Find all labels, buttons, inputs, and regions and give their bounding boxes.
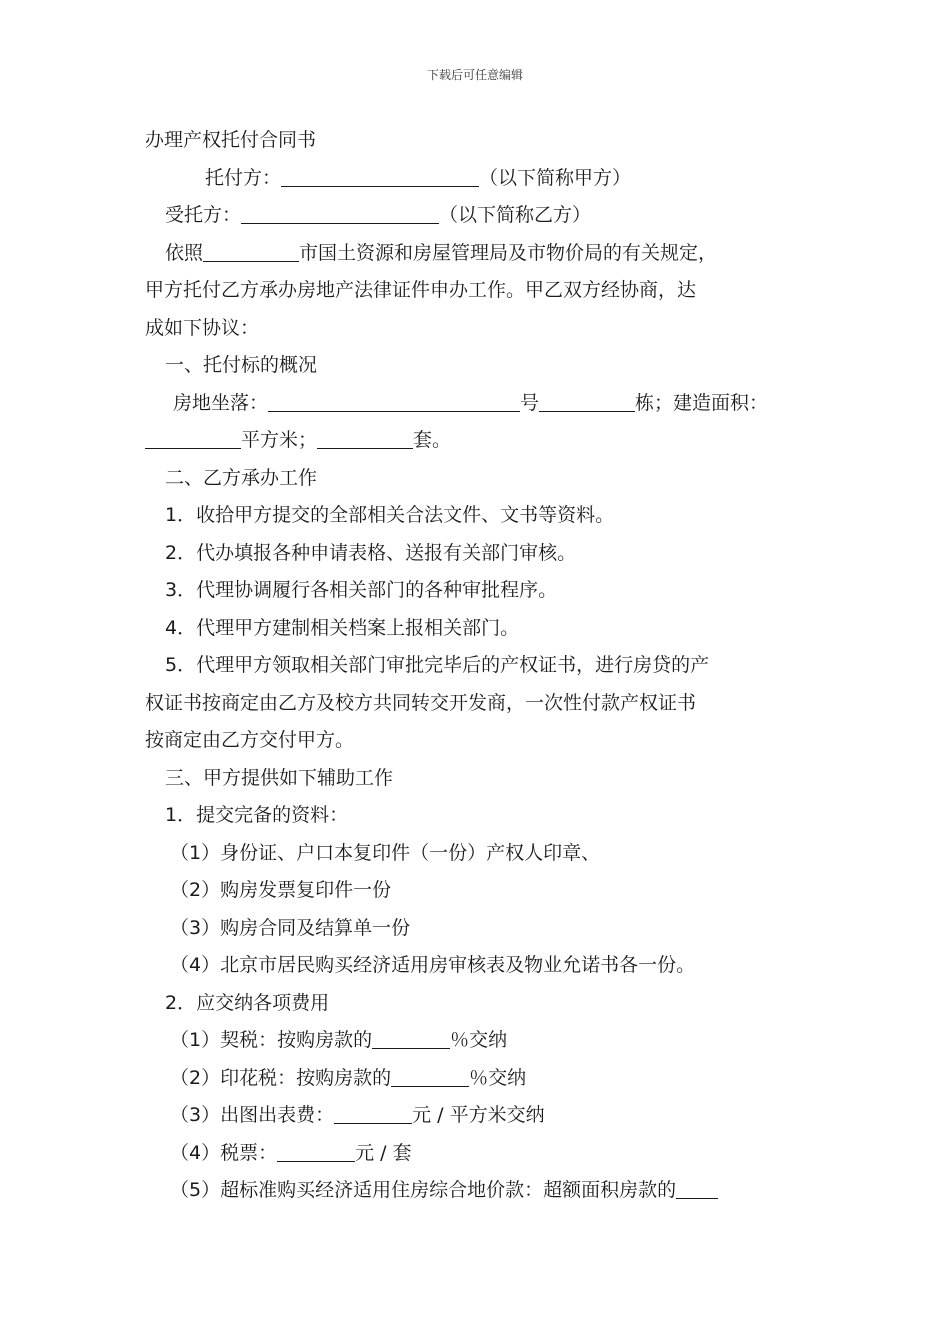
party-b-line xyxy=(145,197,825,235)
section1-heading: 一、托付标的概况 xyxy=(165,354,318,376)
fee-unit: 元 / 平方米交纳 xyxy=(412,1104,545,1126)
fee-item-land-price xyxy=(145,1172,825,1210)
contract-body xyxy=(145,122,825,1210)
city-blank[interactable] xyxy=(203,243,299,262)
deed-tax-blank[interactable] xyxy=(372,1030,450,1049)
fee-item-deed-tax xyxy=(145,1022,825,1060)
document-title: 办理产权托付合同书 xyxy=(145,129,317,151)
stamp-tax-blank[interactable] xyxy=(391,1068,469,1087)
drawing-fee-blank[interactable] xyxy=(334,1105,412,1124)
party-a-suffix: （以下简称甲方） xyxy=(479,166,632,189)
land-price-blank[interactable] xyxy=(676,1180,718,1199)
page-header: 下载后可任意编辑 xyxy=(426,68,523,82)
intro-line-1 xyxy=(145,235,825,273)
sqm-label: 平方米； xyxy=(241,429,318,451)
party-b-suffix: （以下简称乙方） xyxy=(439,204,592,226)
location-blank[interactable] xyxy=(268,393,520,412)
fee-item-stamp-tax xyxy=(145,1060,825,1098)
document-item: （4）北京市居民购买经济适用房审核表及物业允诺书各一份。 xyxy=(170,954,696,976)
tax-ticket-blank[interactable] xyxy=(277,1143,355,1162)
section2-heading: 二、乙方承办工作 xyxy=(165,466,318,489)
fee-unit: ％交纳 xyxy=(469,1066,527,1089)
units-label: 套。 xyxy=(413,429,452,451)
fee-item-drawing xyxy=(145,1097,825,1135)
intro-line-3: 成如下协议： xyxy=(145,316,260,339)
document-item: （2）购房发票复印件一份 xyxy=(170,879,392,901)
section2-item: 2．代办填报各种申请表格、送报有关部门审核。 xyxy=(165,541,577,564)
fee-label: （1）契税：按购房款的 xyxy=(170,1029,373,1051)
section2-item-5-line-2: 权证书按商定由乙方及校方共同转交开发商，一次性付款产权证书 xyxy=(145,691,697,714)
building-blank[interactable] xyxy=(539,393,635,412)
area-label: 栋；建造面积： xyxy=(635,391,769,414)
location-line xyxy=(145,385,825,423)
area-blank[interactable] xyxy=(145,430,241,449)
party-b-label: 受托方： xyxy=(165,204,242,226)
fee-unit: ％交纳 xyxy=(450,1029,508,1051)
section3-heading: 三、甲方提供如下辅助工作 xyxy=(165,766,394,789)
intro-prefix: 依照 xyxy=(165,241,204,264)
section2-item-5-line-1: 5．代理甲方领取相关部门审批完毕后的产权证书，进行房贷的产 xyxy=(165,654,710,676)
party-a-blank[interactable] xyxy=(281,168,479,187)
party-a-line xyxy=(145,160,825,198)
units-blank[interactable] xyxy=(317,430,413,449)
document-item: （3）购房合同及结算单一份 xyxy=(170,916,411,939)
hao-label: 号 xyxy=(520,391,540,414)
section2-item: 3．代理协调履行各相关部门的各种审批程序。 xyxy=(165,579,558,601)
party-a-label: 托付方： xyxy=(205,166,282,189)
fee-label: （3）出图出表费： xyxy=(170,1104,335,1126)
area-line xyxy=(145,422,825,460)
party-b-blank[interactable] xyxy=(241,205,439,224)
fee-item-tax-ticket xyxy=(145,1135,825,1173)
intro-line-2: 甲方托付乙方承办房地产法律证件申办工作。甲乙双方经协商，达 xyxy=(145,279,697,301)
intro-line-1-text: 市国土资源和房屋管理局及市物价局的有关规定， xyxy=(299,241,718,264)
section3-sub1: 1．提交完备的资料： xyxy=(165,804,349,826)
section2-item-5-line-3: 按商定由乙方交付甲方。 xyxy=(145,729,355,751)
location-label: 房地坐落： xyxy=(173,391,269,414)
section2-item: 4．代理甲方建制相关档案上报相关部门。 xyxy=(165,616,520,639)
fee-label: （2）印花税：按购房款的 xyxy=(170,1066,392,1089)
fee-label: （4）税票： xyxy=(170,1141,278,1164)
section3-sub2: 2．应交纳各项费用 xyxy=(165,991,330,1014)
fee-label: （5）超标准购买经济适用住房综合地价款：超额面积房款的 xyxy=(170,1179,677,1201)
document-item: （1）身份证、户口本复印件（一份）产权人印章、 xyxy=(170,841,601,864)
fee-unit: 元 / 套 xyxy=(355,1141,412,1164)
section2-item: 1．收拾甲方提交的全部相关合法文件、文书等资料。 xyxy=(165,504,615,526)
